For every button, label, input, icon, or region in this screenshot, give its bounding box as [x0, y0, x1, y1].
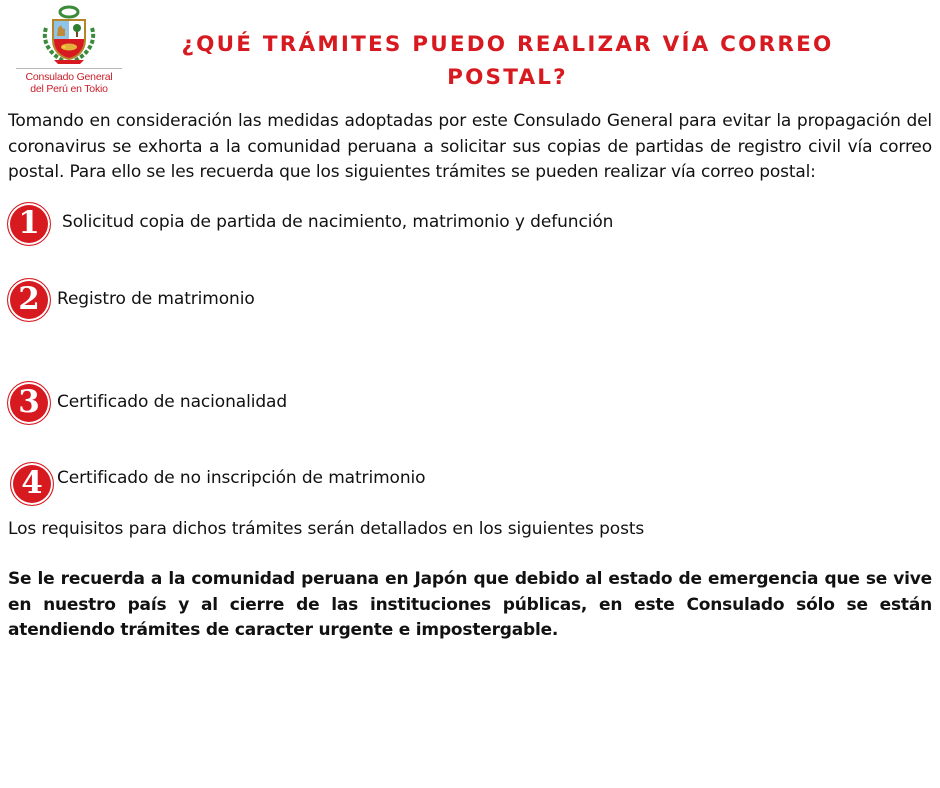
logo-divider [16, 68, 122, 69]
number-badge-1: 1 [7, 202, 51, 246]
number-badge-2: 2 [7, 278, 51, 322]
logo-caption [14, 71, 124, 95]
logo-caption-line1: Consulado General [25, 71, 113, 83]
peru-coat-of-arms-icon [36, 4, 102, 66]
item-label: Certificado de no inscripción de matrimonio [57, 468, 426, 488]
list-item [7, 378, 907, 430]
intro-paragraph: Tomando en consideración las medidas adoptadas por este Consulado General para evitar la propagación del coronavirus se exhorta a la comunidad peruana a solicitar sus copias de partidas de registro civil vía correo postal. Para ello se les recuerda que los siguientes trámites se pueden realizar vía correo postal: [8, 111, 932, 182]
list-item [7, 458, 907, 510]
item-label: Registro de matrimonio [57, 289, 255, 309]
item-label: Solicitud copia de partida de nacimiento, matrimonio y defunción [62, 212, 614, 232]
list-item [7, 276, 907, 328]
logo-caption-line2: del Perú en Tokio [30, 83, 108, 95]
item-label: Certificado de nacionalidad [57, 392, 288, 412]
emergency-warning: Se le recuerda a la comunidad peruana en Japón que debido al estado de emergencia que se vive en nuestro país y al cierre de las instituciones públicas, en este Consulado sólo se están atendiendo trámites de caracter urgente e impostergable. [8, 569, 932, 640]
requirements-note: Los requisitos para dichos trámites serán detallados en los siguientes posts [8, 519, 645, 539]
consulate-logo [14, 4, 124, 95]
list-item [7, 199, 907, 251]
page-title: ¿QUÉ TRÁMITES PUEDO REALIZAR VÍA CORREO POSTAL? [181, 32, 834, 90]
number-badge-4: 4 [10, 462, 54, 506]
number-badge-3: 3 [7, 381, 51, 425]
